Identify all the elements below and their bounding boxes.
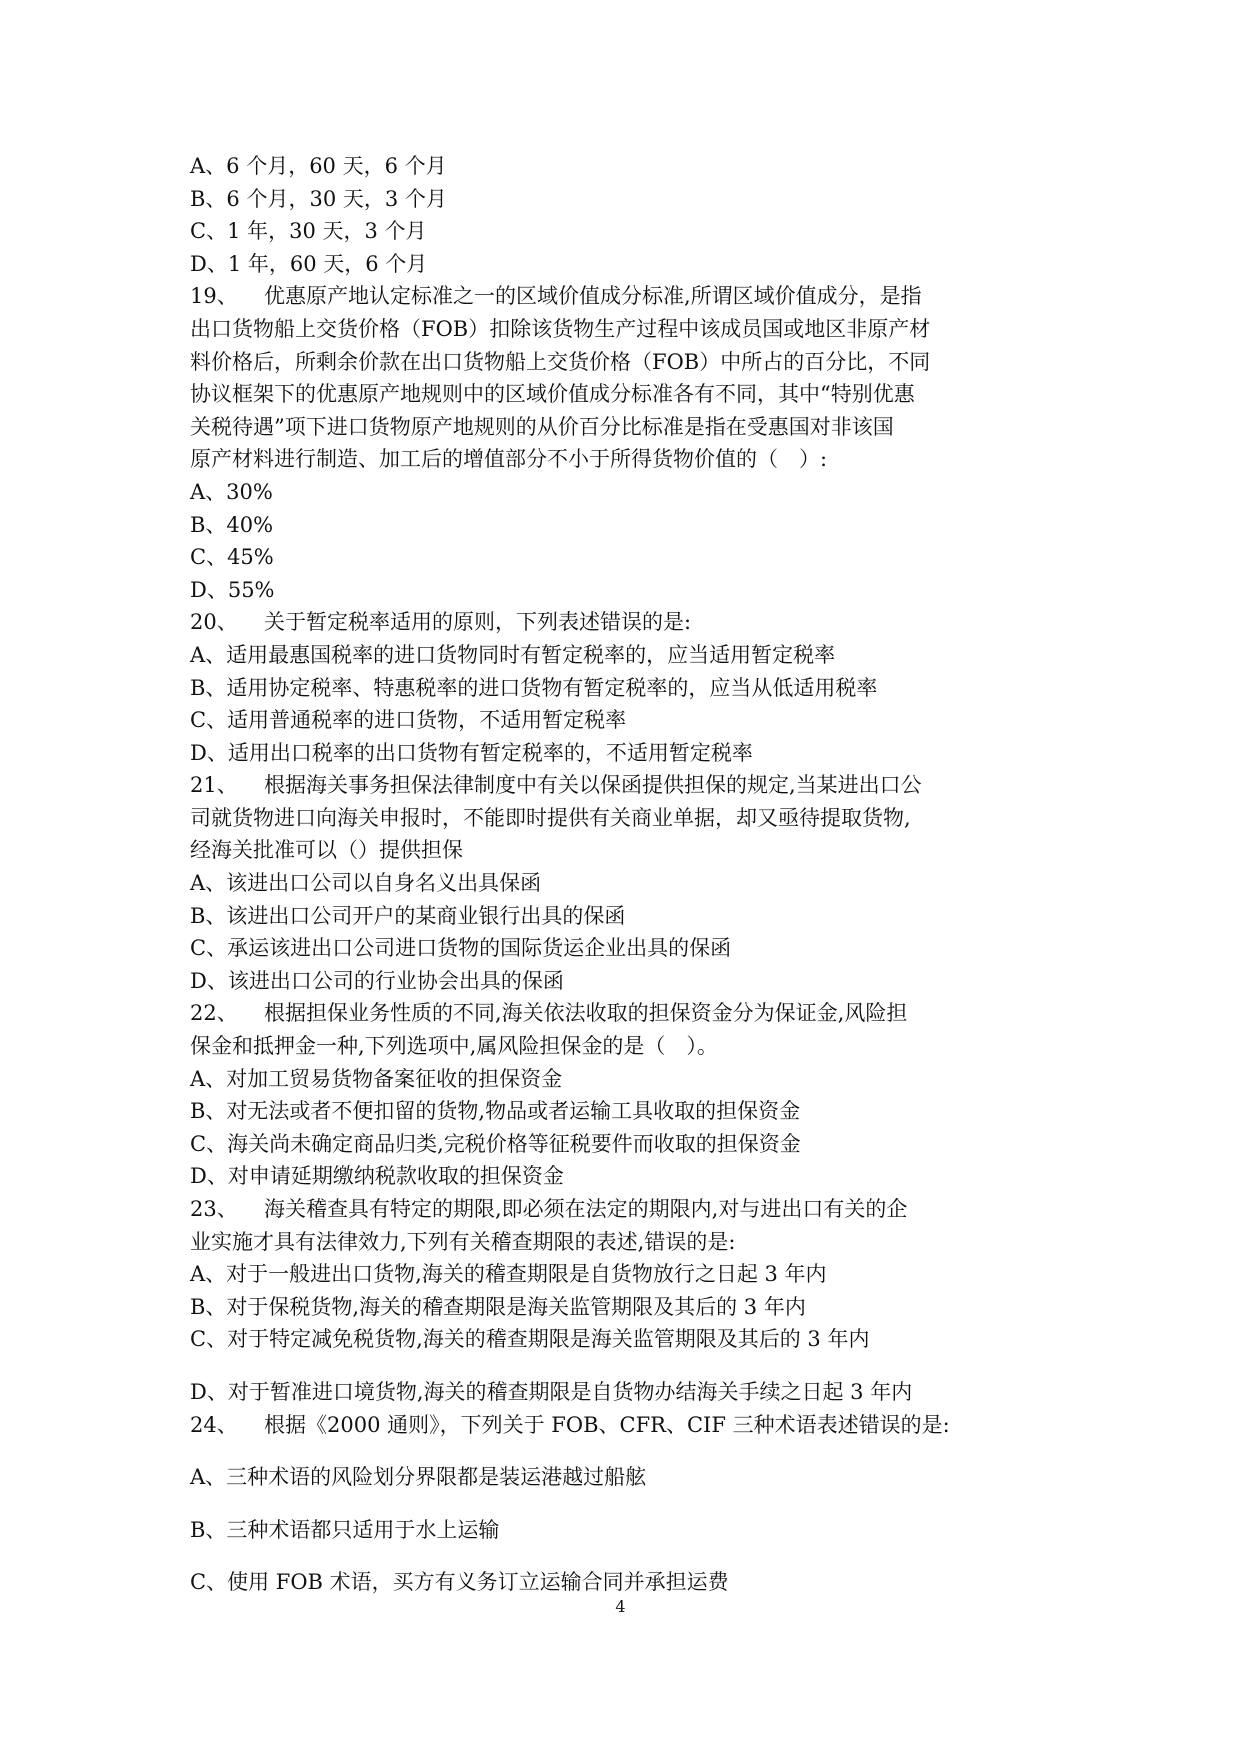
question-text: 根据担保业务性质的不同,海关依法收取的担保资金分为保证金,风险担	[264, 1001, 908, 1026]
question-19	[190, 280, 1060, 313]
option-line: B、6 个月，30 天，3 个月	[190, 186, 447, 211]
option-line: B、该进出口公司开户的某商业银行出具的保函	[190, 903, 626, 928]
option-line: C、使用 FOB 术语，买方有义务订立运输合同并承担运费	[190, 1570, 729, 1595]
option-line: C、45%	[190, 545, 274, 570]
question-text: 关于暂定税率适用的原则，下列表述错误的是:	[264, 610, 692, 635]
option-line: D、该进出口公司的行业协会出具的保函	[190, 968, 564, 993]
option-line: B、对无法或者不便扣留的货物,物品或者运输工具收取的担保资金	[190, 1099, 801, 1124]
question-text-line: 业实施才具有法律效力,下列有关稽查期限的表述,错误的是:	[190, 1229, 736, 1254]
question-number: 24、	[190, 1412, 238, 1437]
question-20	[190, 606, 1060, 639]
question-text: 优惠原产地认定标准之一的区域价值成分标准,所谓区域价值成分，是指	[264, 284, 922, 309]
option-line: B、适用协定税率、特惠税率的进口货物有暂定税率的，应当从低适用税率	[190, 675, 878, 700]
question-number: 19、	[190, 284, 238, 309]
option-line: A、30%	[190, 479, 273, 504]
question-24	[190, 1409, 1060, 1442]
option-line: C、对于特定减免税货物,海关的稽查期限是海关监管期限及其后的 3 年内	[190, 1327, 870, 1352]
option-line: D、适用出口税率的出口货物有暂定税率的，不适用暂定税率	[190, 740, 753, 765]
question-number: 22、	[190, 1001, 238, 1026]
option-line: D、对申请延期缴纳税款收取的担保资金	[190, 1164, 564, 1189]
option-line: C、承运该进出口公司进口货物的国际货运企业出具的保函	[190, 936, 732, 961]
page-number: 4	[615, 1597, 626, 1616]
option-line: A、6 个月，60 天，6 个月	[190, 154, 447, 178]
question-23	[190, 1193, 1060, 1226]
question-number: 20、	[190, 610, 238, 635]
question-22	[190, 997, 1060, 1030]
option-line: D、1 年，60 天，6 个月	[190, 251, 428, 276]
option-line: C、适用普通税率的进口货物，不适用暂定税率	[190, 708, 627, 733]
question-text-line: 料价格后，所剩余价款在出口货物船上交货价格（FOB）中所占的百分比，不同	[190, 349, 931, 374]
question-number: 21、	[190, 773, 238, 798]
question-text-line: 关税待遇”项下进口货物原产地规则的从价百分比标准是指在受惠国对非该国	[190, 414, 894, 439]
question-text: 海关稽查具有特定的期限,即必须在法定的期限内,对与进出口有关的企	[264, 1197, 908, 1221]
question-text-line: 保金和抵押金一种,下列选项中,属风险担保金的是（ ）。	[190, 1034, 718, 1059]
option-line: D、对于暂准进口境货物,海关的稽查期限是自货物办结海关手续之日起 3 年内	[190, 1379, 913, 1404]
option-line: B、三种术语都只适用于水上运输	[190, 1517, 500, 1542]
option-line: A、对于一般进出口货物,海关的稽查期限是自货物放行之日起 3 年内	[190, 1262, 827, 1287]
option-line: A、适用最惠国税率的进口货物同时有暂定税率的，应当适用暂定税率	[190, 642, 836, 667]
option-line: C、海关尚未确定商品归类,完税价格等征税要件而收取的担保资金	[190, 1131, 801, 1156]
option-line: D、55%	[190, 577, 275, 602]
question-number: 23、	[190, 1197, 238, 1221]
question-text-line: 原产材料进行制造、加工后的增值部分不小于所得货物价值的（ ）:	[190, 447, 828, 472]
option-line: A、对加工贸易货物备案征收的担保资金	[190, 1066, 563, 1091]
option-line: A、三种术语的风险划分界限都是装运港越过船舷	[190, 1465, 647, 1490]
question-text-line: 出口货物船上交货价格（FOB）扣除该货物生产过程中该成员国或地区非原产材	[190, 316, 931, 341]
question-text-line: 经海关批准可以（）提供担保	[190, 838, 463, 863]
question-text: 根据海关事务担保法律制度中有关以保函提供担保的规定,当某进出口公	[264, 773, 922, 798]
option-line: C、1 年，30 天，3 个月	[190, 219, 427, 244]
question-text-line: 协议框架下的优惠原产地规则中的区域价值成分标准各有不同，其中“特别优惠	[190, 382, 915, 407]
option-line: B、对于保税货物,海关的稽查期限是海关监管期限及其后的 3 年内	[190, 1294, 806, 1319]
question-text-line: 司就货物进口向海关申报时，不能即时提供有关商业单据，却又亟待提取货物,	[190, 805, 911, 830]
question-text: 根据《2000 通则》，下列关于 FOB、CFR、CIF 三种术语表述错误的是:	[264, 1412, 950, 1437]
option-line: A、该进出口公司以自身名义出具保函	[190, 871, 542, 896]
option-line: B、40%	[190, 512, 274, 537]
question-21	[190, 769, 1060, 802]
page-content	[190, 150, 1060, 1599]
